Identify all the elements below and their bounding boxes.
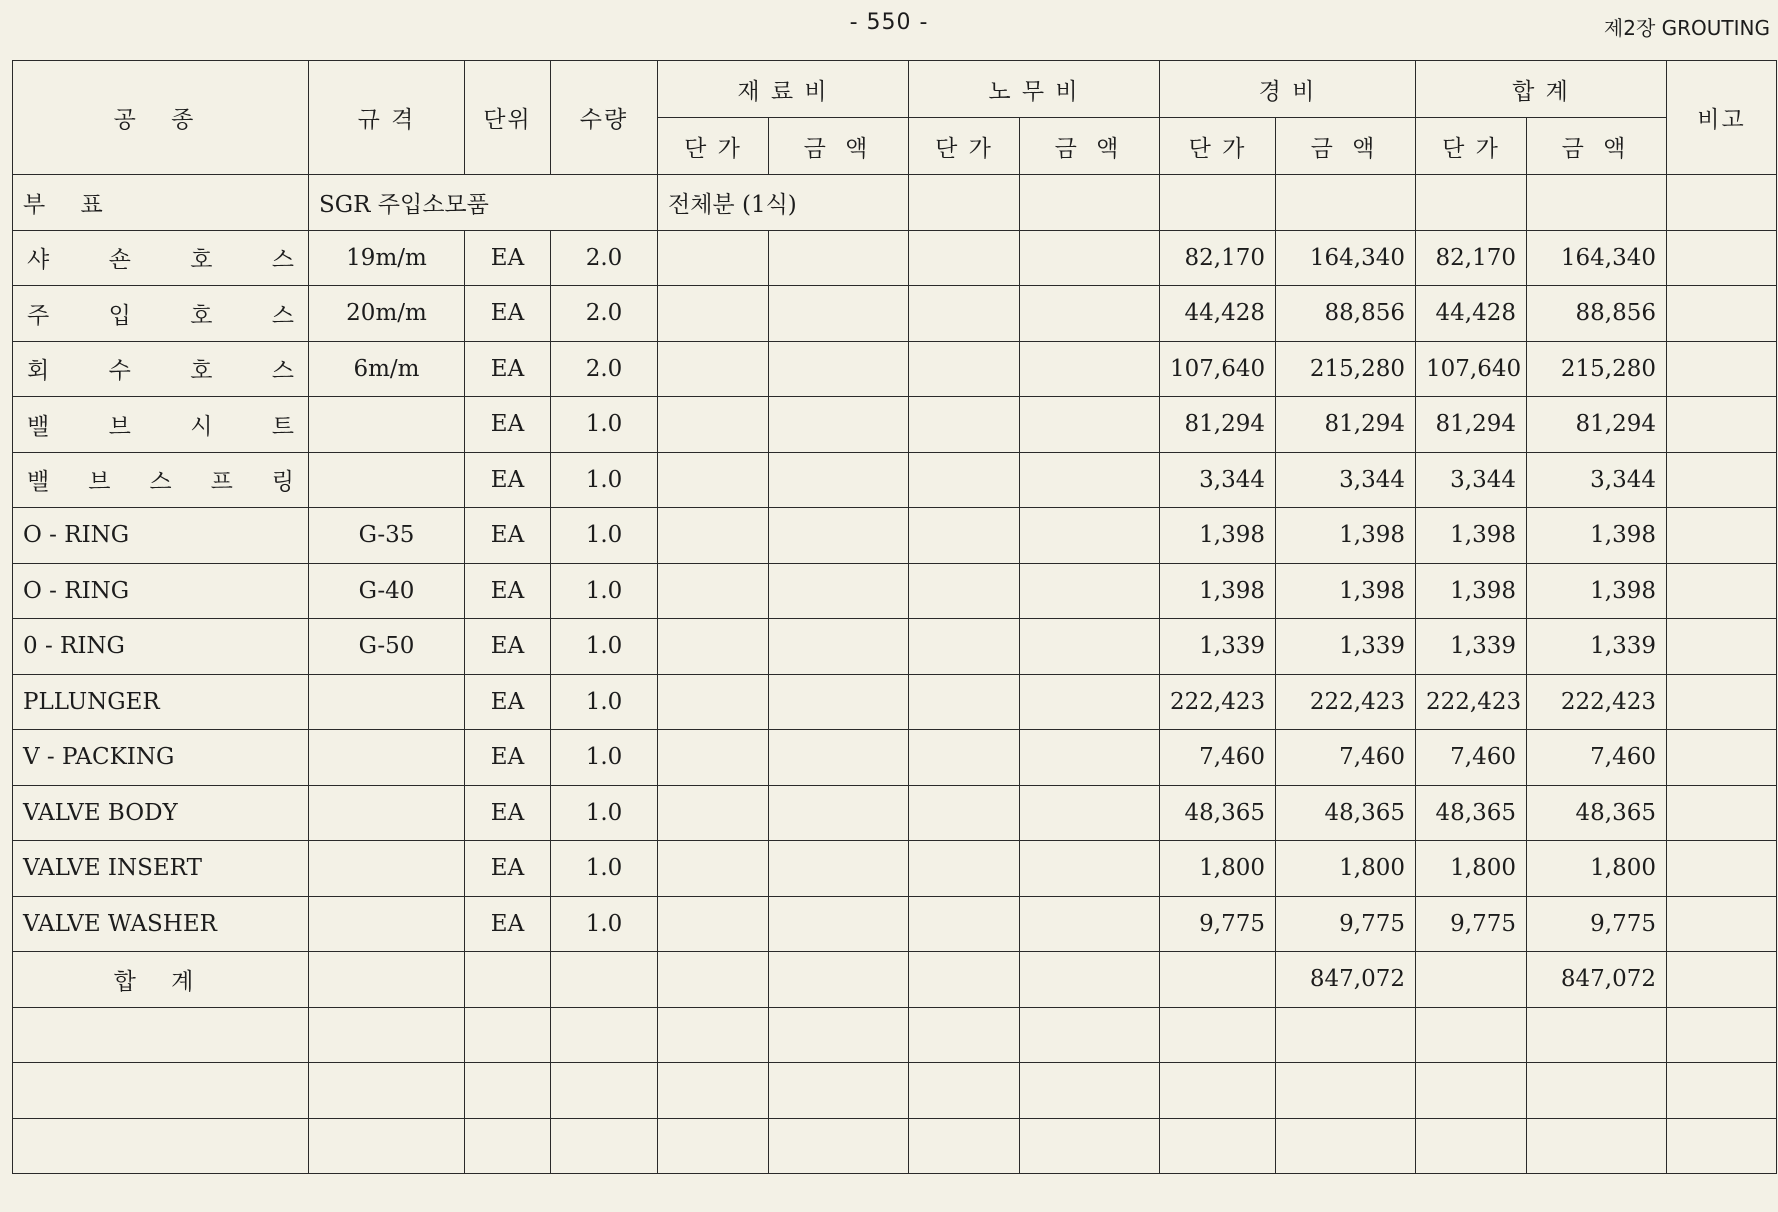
labor-amount bbox=[1020, 841, 1160, 897]
item-qty: 1.0 bbox=[551, 785, 658, 841]
total-price: 1,800 bbox=[1416, 841, 1527, 897]
labor-amount bbox=[1020, 896, 1160, 952]
item-spec: G-35 bbox=[309, 508, 465, 564]
header-note: 비고 bbox=[1667, 61, 1777, 175]
labor-price bbox=[909, 508, 1020, 564]
labor-price bbox=[909, 619, 1020, 675]
expense-price: 48,365 bbox=[1160, 785, 1276, 841]
header-labor: 노 무 비 bbox=[909, 61, 1160, 118]
expense-price: 81,294 bbox=[1160, 397, 1276, 453]
expense-price: 107,640 bbox=[1160, 341, 1276, 397]
material-price bbox=[658, 230, 769, 286]
total-price: 3,344 bbox=[1416, 452, 1527, 508]
total-amount: 81,294 bbox=[1527, 397, 1667, 453]
labor-amount bbox=[1020, 785, 1160, 841]
expense-price: 1,398 bbox=[1160, 508, 1276, 564]
item-name: 샤 숀 호 스 bbox=[13, 230, 309, 286]
appendix-scope: 전체분 (1식) bbox=[658, 175, 909, 231]
labor-price bbox=[909, 452, 1020, 508]
expense-amount: 222,423 bbox=[1276, 674, 1416, 730]
labor-amount bbox=[1020, 619, 1160, 675]
item-qty: 1.0 bbox=[551, 730, 658, 786]
material-amount bbox=[769, 730, 909, 786]
labor-price bbox=[909, 841, 1020, 897]
table-row bbox=[13, 341, 1777, 397]
table-row bbox=[13, 452, 1777, 508]
material-price bbox=[658, 397, 769, 453]
note bbox=[1667, 508, 1777, 564]
labor-price bbox=[909, 286, 1020, 342]
note bbox=[1667, 674, 1777, 730]
item-qty: 1.0 bbox=[551, 674, 658, 730]
note bbox=[1667, 563, 1777, 619]
expense-amount: 81,294 bbox=[1276, 397, 1416, 453]
sum-row bbox=[13, 952, 1777, 1008]
blank-row bbox=[13, 1063, 1777, 1119]
material-price bbox=[658, 563, 769, 619]
table-row bbox=[13, 397, 1777, 453]
labor-amount bbox=[1020, 452, 1160, 508]
total-price: 107,640 bbox=[1416, 341, 1527, 397]
page-number: - 550 - bbox=[849, 10, 929, 35]
header-labor-price: 단 가 bbox=[909, 118, 1020, 175]
labor-amount bbox=[1020, 674, 1160, 730]
expense-amount: 1,800 bbox=[1276, 841, 1416, 897]
labor-price bbox=[909, 563, 1020, 619]
labor-amount bbox=[1020, 563, 1160, 619]
note bbox=[1667, 619, 1777, 675]
total-amount: 164,340 bbox=[1527, 230, 1667, 286]
item-unit: EA bbox=[465, 230, 551, 286]
material-amount bbox=[769, 785, 909, 841]
total-price: 1,339 bbox=[1416, 619, 1527, 675]
expense-price: 7,460 bbox=[1160, 730, 1276, 786]
expense-price: 82,170 bbox=[1160, 230, 1276, 286]
expense-price: 44,428 bbox=[1160, 286, 1276, 342]
total-amount: 1,398 bbox=[1527, 508, 1667, 564]
appendix-row bbox=[13, 175, 1777, 231]
total-price: 7,460 bbox=[1416, 730, 1527, 786]
item-name: 밸 브 스 프 링 bbox=[13, 452, 309, 508]
material-price bbox=[658, 452, 769, 508]
total-price: 222,423 bbox=[1416, 674, 1527, 730]
total-price: 9,775 bbox=[1416, 896, 1527, 952]
item-unit: EA bbox=[465, 341, 551, 397]
total-price: 1,398 bbox=[1416, 563, 1527, 619]
material-amount bbox=[769, 674, 909, 730]
total-price: 81,294 bbox=[1416, 397, 1527, 453]
note bbox=[1667, 286, 1777, 342]
labor-amount bbox=[1020, 341, 1160, 397]
note bbox=[1667, 841, 1777, 897]
labor-price bbox=[909, 785, 1020, 841]
item-unit: EA bbox=[465, 397, 551, 453]
item-qty: 2.0 bbox=[551, 230, 658, 286]
material-price bbox=[658, 674, 769, 730]
item-spec: 6m/m bbox=[309, 341, 465, 397]
note bbox=[1667, 730, 1777, 786]
expense-amount: 1,339 bbox=[1276, 619, 1416, 675]
labor-amount bbox=[1020, 730, 1160, 786]
note bbox=[1667, 785, 1777, 841]
total-price: 44,428 bbox=[1416, 286, 1527, 342]
labor-amount bbox=[1020, 230, 1160, 286]
material-price bbox=[658, 508, 769, 564]
expense-price: 3,344 bbox=[1160, 452, 1276, 508]
table-row bbox=[13, 896, 1777, 952]
item-unit: EA bbox=[465, 508, 551, 564]
expense-price: 222,423 bbox=[1160, 674, 1276, 730]
labor-price bbox=[909, 230, 1020, 286]
note bbox=[1667, 230, 1777, 286]
material-amount bbox=[769, 452, 909, 508]
labor-price bbox=[909, 730, 1020, 786]
expense-price: 1,800 bbox=[1160, 841, 1276, 897]
item-unit: EA bbox=[465, 619, 551, 675]
header-material-amount: 금 액 bbox=[769, 118, 909, 175]
expense-amount: 1,398 bbox=[1276, 508, 1416, 564]
item-name: 주 입 호 스 bbox=[13, 286, 309, 342]
header-expense: 경 비 bbox=[1160, 61, 1416, 118]
material-amount bbox=[769, 341, 909, 397]
item-unit: EA bbox=[465, 730, 551, 786]
total-amount: 48,365 bbox=[1527, 785, 1667, 841]
header-row-1 bbox=[13, 61, 1777, 118]
sum-expense-amount: 847,072 bbox=[1276, 952, 1416, 1008]
table-row bbox=[13, 286, 1777, 342]
total-amount: 3,344 bbox=[1527, 452, 1667, 508]
header-expense-amount: 금 액 bbox=[1276, 118, 1416, 175]
item-name: 0 - RING bbox=[13, 619, 309, 675]
material-amount bbox=[769, 286, 909, 342]
item-unit: EA bbox=[465, 452, 551, 508]
appendix-label: 부 표 bbox=[13, 175, 309, 231]
item-spec bbox=[309, 397, 465, 453]
item-name: PLLUNGER bbox=[13, 674, 309, 730]
header-unit: 단위 bbox=[465, 61, 551, 175]
header-total: 합 계 bbox=[1416, 61, 1667, 118]
material-price bbox=[658, 785, 769, 841]
header-work: 공 종 bbox=[13, 61, 309, 175]
chapter-title: 제2장 GROUTING bbox=[1603, 16, 1770, 40]
item-qty: 1.0 bbox=[551, 841, 658, 897]
expense-price: 9,775 bbox=[1160, 896, 1276, 952]
item-name: 밸 브 시 트 bbox=[13, 397, 309, 453]
material-amount bbox=[769, 397, 909, 453]
material-amount bbox=[769, 563, 909, 619]
item-unit: EA bbox=[465, 841, 551, 897]
material-price bbox=[658, 730, 769, 786]
expense-price: 1,339 bbox=[1160, 619, 1276, 675]
total-price: 1,398 bbox=[1416, 508, 1527, 564]
item-name: O - RING bbox=[13, 563, 309, 619]
item-name: VALVE BODY bbox=[13, 785, 309, 841]
table-row bbox=[13, 785, 1777, 841]
labor-price bbox=[909, 674, 1020, 730]
material-price bbox=[658, 341, 769, 397]
item-unit: EA bbox=[465, 674, 551, 730]
item-spec bbox=[309, 674, 465, 730]
sum-total-amount: 847,072 bbox=[1527, 952, 1667, 1008]
header-material-price: 단 가 bbox=[658, 118, 769, 175]
item-name: O - RING bbox=[13, 508, 309, 564]
note bbox=[1667, 397, 1777, 453]
item-spec: 19m/m bbox=[309, 230, 465, 286]
labor-price bbox=[909, 341, 1020, 397]
header-qty: 수량 bbox=[551, 61, 658, 175]
item-unit: EA bbox=[465, 563, 551, 619]
item-spec: 20m/m bbox=[309, 286, 465, 342]
material-price bbox=[658, 896, 769, 952]
total-price: 82,170 bbox=[1416, 230, 1527, 286]
item-spec bbox=[309, 730, 465, 786]
item-name: VALVE INSERT bbox=[13, 841, 309, 897]
item-qty: 1.0 bbox=[551, 452, 658, 508]
table-row bbox=[13, 563, 1777, 619]
note bbox=[1667, 896, 1777, 952]
item-spec bbox=[309, 452, 465, 508]
material-amount bbox=[769, 619, 909, 675]
item-qty: 1.0 bbox=[551, 896, 658, 952]
header-total-amount: 금 액 bbox=[1527, 118, 1667, 175]
item-qty: 1.0 bbox=[551, 619, 658, 675]
total-amount: 1,800 bbox=[1527, 841, 1667, 897]
item-name: V - PACKING bbox=[13, 730, 309, 786]
table-row bbox=[13, 230, 1777, 286]
item-spec bbox=[309, 841, 465, 897]
expense-price: 1,398 bbox=[1160, 563, 1276, 619]
labor-amount bbox=[1020, 508, 1160, 564]
expense-amount: 88,856 bbox=[1276, 286, 1416, 342]
table-row bbox=[13, 841, 1777, 897]
item-spec: G-40 bbox=[309, 563, 465, 619]
total-amount: 215,280 bbox=[1527, 341, 1667, 397]
sum-label: 합 계 bbox=[13, 952, 309, 1008]
total-amount: 1,339 bbox=[1527, 619, 1667, 675]
item-unit: EA bbox=[465, 896, 551, 952]
table-row bbox=[13, 730, 1777, 786]
total-amount: 222,423 bbox=[1527, 674, 1667, 730]
cost-table bbox=[12, 60, 1777, 1174]
material-price bbox=[658, 619, 769, 675]
blank-row bbox=[13, 1007, 1777, 1063]
item-spec bbox=[309, 785, 465, 841]
expense-amount: 164,340 bbox=[1276, 230, 1416, 286]
material-price bbox=[658, 841, 769, 897]
material-amount bbox=[769, 896, 909, 952]
appendix-spec: SGR 주입소모품 bbox=[309, 175, 658, 231]
material-amount bbox=[769, 230, 909, 286]
expense-amount: 9,775 bbox=[1276, 896, 1416, 952]
header-material: 재 료 비 bbox=[658, 61, 909, 118]
labor-price bbox=[909, 397, 1020, 453]
table-row bbox=[13, 674, 1777, 730]
item-unit: EA bbox=[465, 286, 551, 342]
material-amount bbox=[769, 508, 909, 564]
table-row bbox=[13, 508, 1777, 564]
item-name: 회 수 호 스 bbox=[13, 341, 309, 397]
item-name: VALVE WASHER bbox=[13, 896, 309, 952]
total-price: 48,365 bbox=[1416, 785, 1527, 841]
item-spec: G-50 bbox=[309, 619, 465, 675]
material-amount bbox=[769, 841, 909, 897]
item-qty: 1.0 bbox=[551, 563, 658, 619]
table-row bbox=[13, 619, 1777, 675]
expense-amount: 1,398 bbox=[1276, 563, 1416, 619]
expense-amount: 7,460 bbox=[1276, 730, 1416, 786]
item-spec bbox=[309, 896, 465, 952]
total-amount: 7,460 bbox=[1527, 730, 1667, 786]
item-qty: 1.0 bbox=[551, 508, 658, 564]
material-price bbox=[658, 286, 769, 342]
item-qty: 1.0 bbox=[551, 397, 658, 453]
item-qty: 2.0 bbox=[551, 286, 658, 342]
header-expense-price: 단 가 bbox=[1160, 118, 1276, 175]
expense-amount: 215,280 bbox=[1276, 341, 1416, 397]
total-amount: 88,856 bbox=[1527, 286, 1667, 342]
labor-amount bbox=[1020, 286, 1160, 342]
header-total-price: 단 가 bbox=[1416, 118, 1527, 175]
note bbox=[1667, 341, 1777, 397]
note bbox=[1667, 452, 1777, 508]
expense-amount: 48,365 bbox=[1276, 785, 1416, 841]
expense-amount: 3,344 bbox=[1276, 452, 1416, 508]
header-spec: 규 격 bbox=[309, 61, 465, 175]
total-amount: 1,398 bbox=[1527, 563, 1667, 619]
total-amount: 9,775 bbox=[1527, 896, 1667, 952]
item-qty: 2.0 bbox=[551, 341, 658, 397]
labor-amount bbox=[1020, 397, 1160, 453]
labor-price bbox=[909, 896, 1020, 952]
item-unit: EA bbox=[465, 785, 551, 841]
blank-row bbox=[13, 1118, 1777, 1174]
header-labor-amount: 금 액 bbox=[1020, 118, 1160, 175]
